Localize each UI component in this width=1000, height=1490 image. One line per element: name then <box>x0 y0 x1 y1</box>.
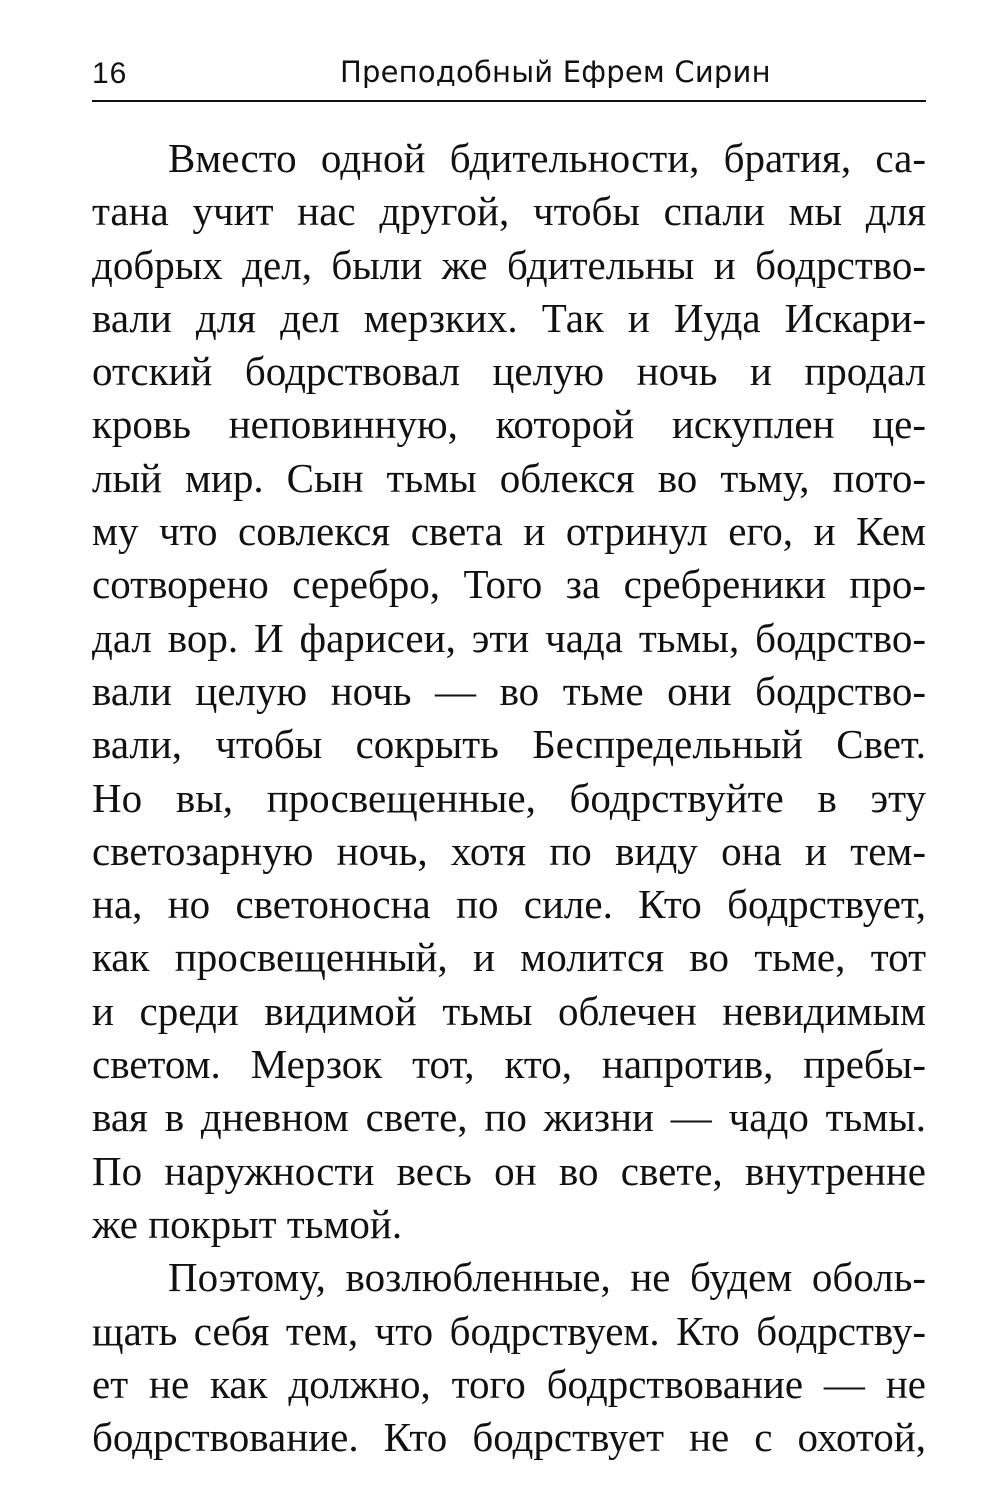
text-line: щать себя тем, что бодрствуем. Кто бодрству- <box>92 1307 926 1354</box>
text-line: лый мир. Сын тьмы облекся во тьму, пото- <box>92 454 926 501</box>
text-line: дал вор. И фарисеи, эти чада тьмы, бодрство- <box>92 614 926 661</box>
text-line: же покрыт тьмой. <box>92 1200 403 1247</box>
text-line: По наружности весь он во свете, внутренне <box>92 1147 926 1194</box>
text-line: бодрствование. Кто бодрствует не с охотой, <box>92 1414 926 1461</box>
text-line: вали целую ночь — во тьме они бодрство- <box>92 667 926 714</box>
running-head <box>92 46 926 102</box>
text-line: вали для дел мерзких. Так и Иуда Искари- <box>92 294 926 341</box>
text-line: му что совлекся света и отринул его, и Кем <box>92 508 926 555</box>
text-line: и среди видимой тьмы облечен невидимым <box>92 987 926 1034</box>
running-title: Преподобный Ефрем Сирин <box>340 55 771 89</box>
header-rule <box>92 100 926 102</box>
text-line: на, но светоносна по силе. Кто бодрствует, <box>92 881 926 928</box>
text-line: ет не как должно, того бодрствование — не <box>92 1360 926 1407</box>
page-number: 16 <box>92 57 128 90</box>
text-line: сотворено серебро, Того за сребреники про- <box>92 561 926 608</box>
text-line: Вместо одной бдительности, братия, са- <box>168 135 926 181</box>
text-line: Но вы, просвещенные, бодрствуйте в эту <box>92 774 926 821</box>
text-line: светозарную ночь, хотя по виду она и тем- <box>92 827 926 874</box>
text-line: добрых дел, были же бдительны и бодрство- <box>92 241 926 288</box>
text-line: как просвещенный, и молится во тьме, тот <box>92 934 926 981</box>
text-line: кровь неповинную, которой искуплен це- <box>92 401 926 448</box>
text-line: вая в дневном свете, по жизни — чадо тьмы. <box>92 1094 926 1141</box>
text-line: отский бодрствовал целую ночь и продал <box>92 348 926 395</box>
text-line: Поэтому, возлюбленные, не будем оболь- <box>168 1254 926 1301</box>
text-line: светом. Мерзок тот, кто, напротив, пребы- <box>92 1041 926 1088</box>
text-line: вали, чтобы сокрыть Беспредельный Свет. <box>92 721 926 768</box>
text-line: тана учит нас другой, чтобы спали мы для <box>92 188 926 235</box>
body-text <box>92 132 926 1464</box>
